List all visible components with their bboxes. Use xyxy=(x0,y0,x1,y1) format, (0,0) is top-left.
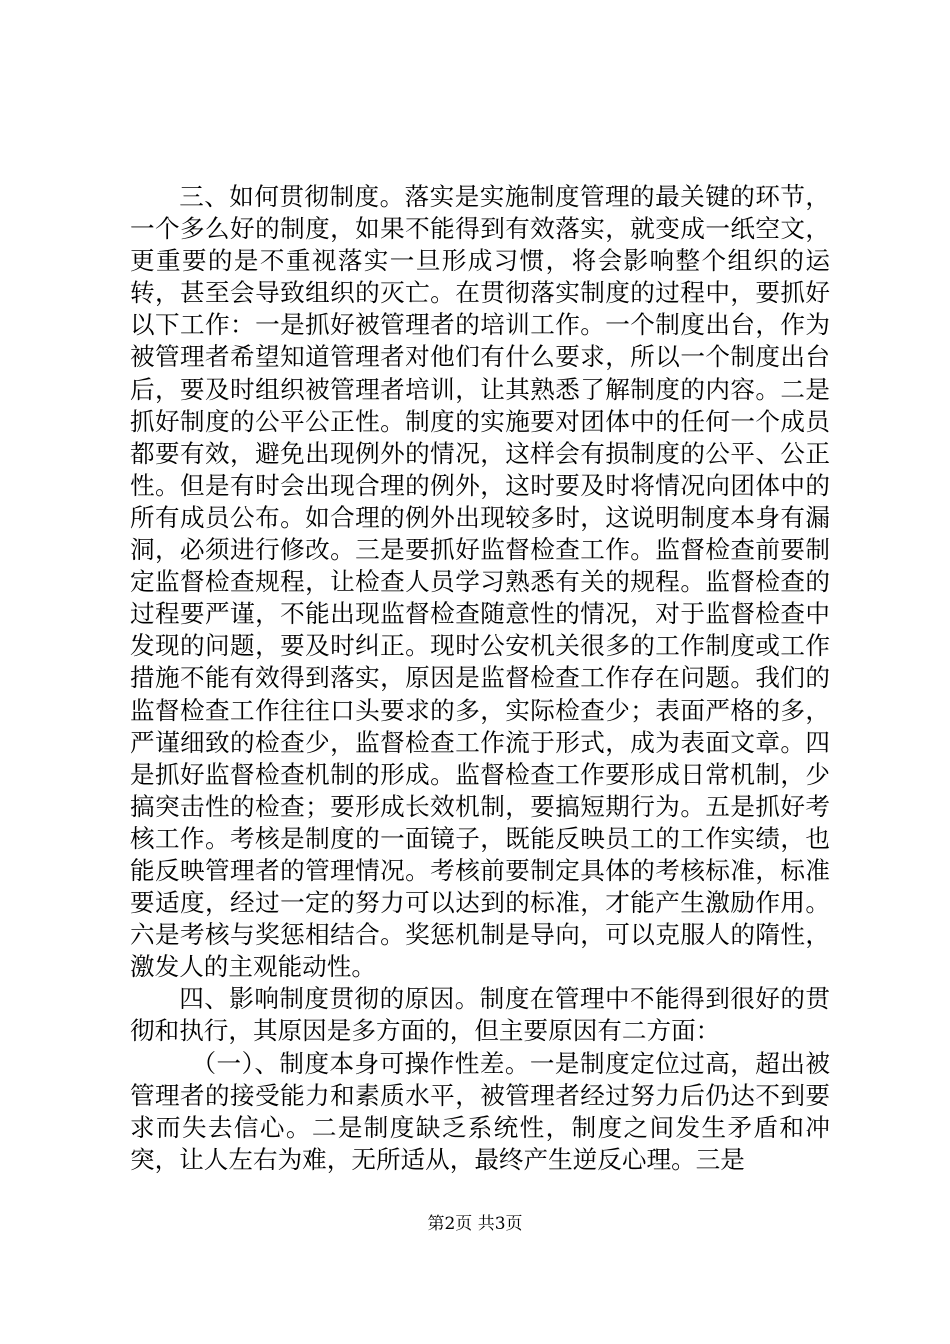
paragraph-section-four: 四、影响制度贯彻的原因。制度在管理中不能得到很好的贯彻和执行，其原因是多方面的，但主要原因有二方面： xyxy=(130,984,830,1046)
paragraph-subsection-one: （一）、制度本身可操作性差。一是制度定位过高，超出被管理者的接受能力和素质水平，被管理者经过努力后仍达不到要求而失去信心。二是制度缺乏系统性，制度之间发生矛盾和冲突，让人左右为难，无所适从，最终产生逆反心理。三是 xyxy=(130,1048,830,1174)
page-footer: 第2页 共3页 xyxy=(427,1214,523,1234)
paragraph-section-three: 三、如何贯彻制度。落实是实施制度管理的最关键的环节，一个多么好的制度，如果不能得到有效落实，就变成一纸空文，更重要的是不重视落实一旦形成习惯，将会影响整个组织的运转，甚至会导致组织的灭亡。在贯彻落实制度的过程中，要抓好以下工作：一是抓好被管理者的培训工作。一个制度出台，作为被管理者希望知道管理者对他们有什么要求，所以一个制度出台后，要及时组织被管理者培训，让其熟悉了解制度的内容。二是抓好制度的公平公正性。制度的实施要对团体中的任何一个成员都要有效，避免出现例外的情况，这样会有损制度的公平、公正性。但是有时会出现合理的例外，这时要及时将情况向团体中的所有成员公布。如合理的例外出现较多时，这说明制度本身有漏洞，必须进行修改。三是要抓好监督检查工作。监督检查前要制定监督检查规程，让检查人员学习熟悉有关的规程。监督检查的过程要严谨，不能出现监督检查随意性的情况，对于监督检查中发现的问题，要及时纠正。现时公安机关很多的工作制度或工作措施不能有效得到落实，原因是监督检查工作存在问题。我们的监督检查工作往往口头要求的多，实际检查少；表面严格的多，严谨细致的检查少，监督检查工作流于形式，成为表面文章。四是抓好监督检查机制的形成。监督检查工作要形成日常机制，少搞突击性的检查；要形成长效机制，要搞短期行为。五是抓好考核工作。考核是制度的一面镜子，既能反映员工的工作实绩，也能反映管理者的管理情况。考核前要制定具体的考核标准，标准要适度，经过一定的努力可以达到的标准，才能产生激励作用。六是考核与奖惩相结合。奖惩机制是导向，可以克服人的隋性，激发人的主观能动性。 xyxy=(130,182,830,982)
document-body xyxy=(130,181,830,1176)
